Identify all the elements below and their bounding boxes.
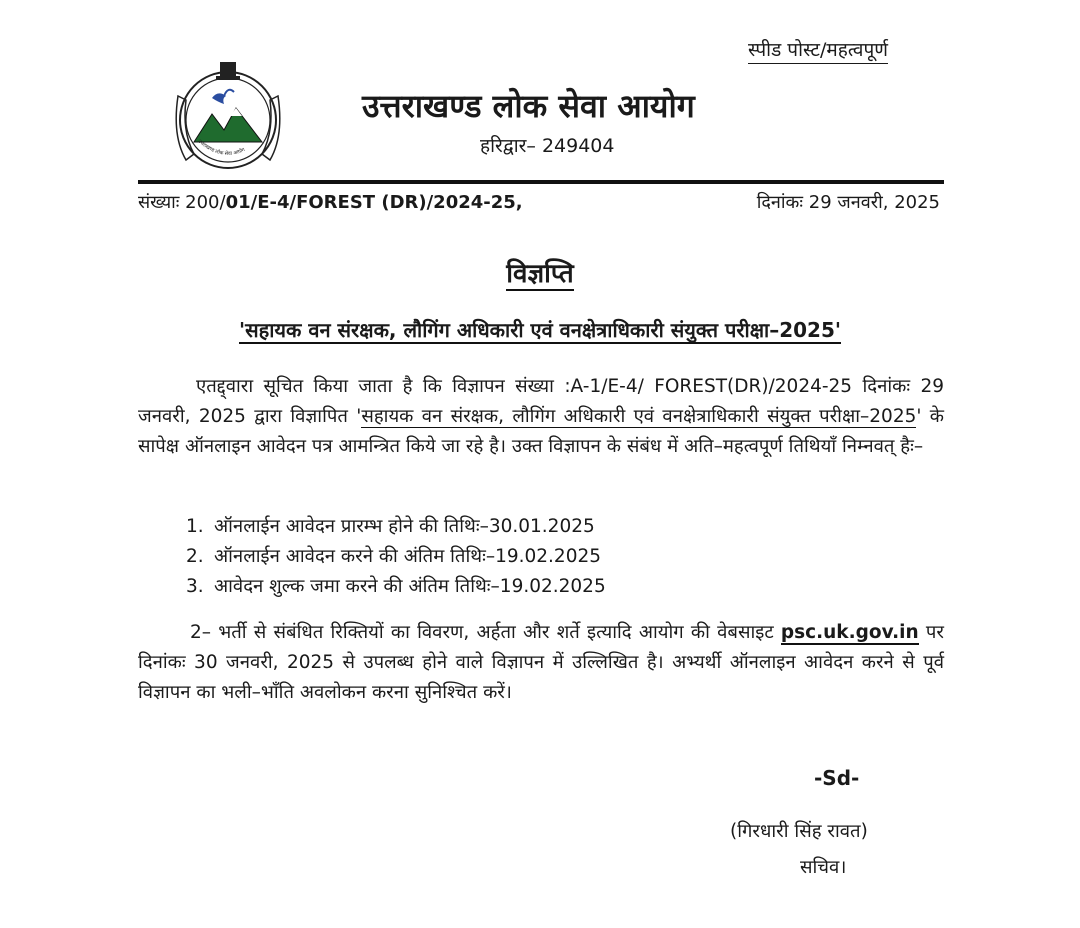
svg-text:उत्तराखण्ड लोक सेवा आयोग: उत्तराखण्ड लोक सेवा आयोग [196, 138, 246, 158]
date-item [186, 542, 606, 572]
reference-code: 01/E-4/FOREST (DR)/2024-25, [225, 192, 523, 213]
paragraph-2-part1: 2– भर्ती से संबंधित रिक्तियों का विवरण, अर्हता और शर्ते इत्यादि आयोग की वेबसाइट [190, 622, 781, 643]
notice-title [0, 254, 1080, 290]
paragraph-2 [138, 618, 944, 708]
date-item-text: आवेदन शुल्क जमा करने की अंतिम तिथिः–19.02.2025 [214, 576, 606, 597]
signatory-designation: सचिव। [800, 857, 847, 878]
date-item [186, 512, 606, 542]
speed-post-label: स्पीड पोस्ट/महत्वपूर्ण [748, 36, 888, 64]
date-item-text: ऑनलाईन आवेदन करने की अंतिम तिथिः–19.02.2025 [214, 546, 602, 567]
signatory-name: (गिरधारी सिंह रावत) [730, 821, 868, 842]
date-item-number: 2. [186, 546, 204, 567]
date-item-number: 1. [186, 516, 204, 537]
commission-logo [172, 56, 284, 176]
notice-subject [0, 316, 1080, 343]
paragraph-1 [138, 372, 944, 462]
notice-subject-text: 'सहायक वन संरक्षक, लौगिंग अधिकारी एवं वनक्षेत्राधिकारी संयुक्त परीक्षा–2025' [238, 318, 842, 342]
date-item-text: ऑनलाईन आवेदन प्रारम्भ होने की तिथिः–30.01.2025 [214, 516, 595, 537]
header-divider [138, 180, 944, 184]
reference-number [138, 190, 523, 214]
website-link[interactable]: psc.uk.gov.in [780, 622, 919, 643]
date-item-number: 3. [186, 576, 204, 597]
paragraph-2-part2: पर दिनांकः 30 जनवरी, 2025 से उपलब्ध होने वाले विज्ञापन में उल्लिखित है। अभ्यर्थी ऑनलाइन आवेदन करने से पूर्व विज्ञापन का भली–भाँति अवलोकन करना सुनिश्चित करें। [138, 622, 944, 703]
notice-title-text: विज्ञप्ति [506, 259, 574, 289]
paragraph-1-part1: एतद्द्वारा सूचित किया जाता है कि विज्ञापन संख्या :A-1/E-4/ FOREST(DR)/2024-25 दिनांकः 29 जनवरी, 2025 द्वारा विज्ञापित ' [138, 376, 944, 427]
paragraph-1-part2: ' के सापेक्ष ऑनलाइन आवेदन पत्र आमन्त्रित किये जा रहे है। उक्त विज्ञापन के संबंध में अति–महत्वपूर्ण तिथियॉं निम्नवत् हैः– [138, 406, 944, 457]
date-item [186, 572, 606, 602]
paragraph-1-exam-name: सहायक वन संरक्षक, लौगिंग अधिकारी एवं वनक्षेत्राधिकारी संयुक्त परीक्षा–2025 [361, 406, 917, 427]
letter-date: दिनांकः 29 जनवरी, 2025 [756, 192, 940, 213]
org-address: हरिद्वार– 249404 [480, 135, 615, 157]
signature-sd: -Sd- [814, 766, 860, 790]
org-name: उत्तराखण्ड लोक सेवा आयोग [362, 87, 695, 125]
reference-label: संख्याः 200/ [138, 192, 226, 213]
important-dates-list [186, 512, 606, 602]
